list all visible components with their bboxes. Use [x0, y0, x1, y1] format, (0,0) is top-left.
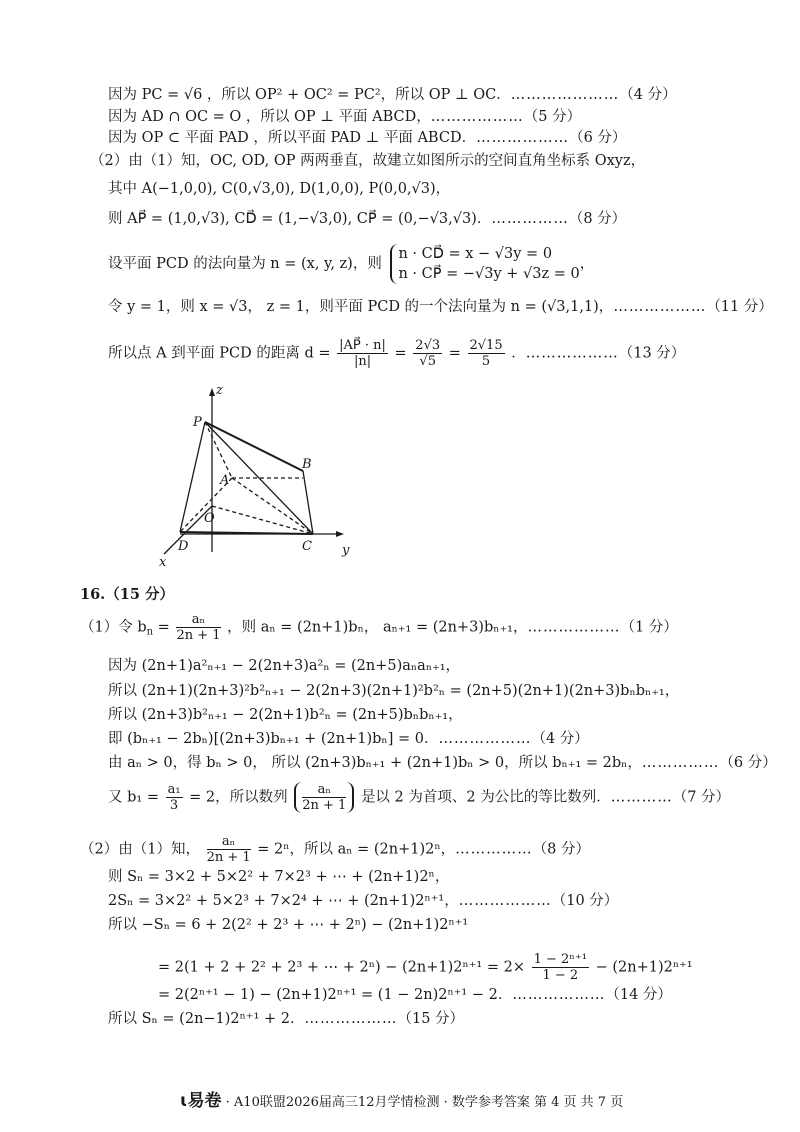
distance-fraction-2: $\frac{2√3}{√5}$	[415, 338, 441, 369]
line-substituted-relation: 所以 (2n+1)(2n+3)²b²ₙ₊₁ − 2(2n+3)(2n+1)²b²ₙ = (2n+5)(2n+1)(2n+3)bₙbₙ₊₁，	[108, 683, 680, 699]
line-2sn-sum: 2Sₙ = 3×2² + 5×2³ + 7×2⁴ + ⋯ + (2n+1)2ⁿ⁺¹，………………（10 分）	[108, 893, 619, 909]
geometric-sum-fraction: $\frac{\text{1 − 2ⁿ⁺¹}}{1 - 2}$	[533, 952, 588, 983]
line-sn-result: 所以 Sₙ = (2n−1)2ⁿ⁺¹ + 2．………………（15 分）	[108, 1011, 465, 1027]
line-simplify: = 2(2ⁿ⁺¹ − 1) − (2n+1)2ⁿ⁺¹ = (1 − 2n)2ⁿ⁺¹ − 2．………………（14 分）	[158, 987, 672, 1003]
label-c: C	[302, 539, 312, 554]
edge-ac	[232, 478, 313, 534]
line-simplified-relation: 所以 (2n+3)b²ₙ₊₁ − 2(2n+1)b²ₙ = (2n+5)bₙbₙ₊₁，	[108, 707, 463, 723]
line-neg-sn: 所以 −Sₙ = 6 + 2(2² + 2³ + ⋯ + 2ⁿ) − (2n+1)2ⁿ⁺¹	[108, 917, 469, 933]
line-point-coords: 其中 A(−1,0,0), C(0,√3,0), D(1,0,0), P(0,0,√3)，	[108, 181, 451, 197]
line-vectors: 则 AP⃗ = (1,0,√3), CD⃗ = (1,−√3,0), CP⃗ = (0,−√3,√3)．……………（8 分）	[108, 211, 627, 227]
line-distance: 所以点 A 到平面 PCD 的距离 d = $\frac{|AP⃗ \cdot n|}{|n|}$ = $\frac{2√3}{√5}$ = $\frac{2√15}{5}$ ．………………（13 分）	[108, 338, 686, 369]
line-coordinate-system: （2）由（1）知，OC, OD, OP 两两垂直，故建立如图所示的空间直角坐标系 Oxyz，	[90, 153, 646, 169]
page-footer	[180, 1086, 623, 1111]
b1-fraction: $\frac{\text{a₁}}{3}$	[167, 782, 181, 813]
line-normal-vector-system: 设平面 PCD 的法向量为 n = (x, y, z)，则 n · CD⃗ = x − √3y = 0 n · CP⃗ = −√3y + √3z = 0 ，	[108, 246, 595, 282]
line-sn-sum: 则 Sₙ = 3×2 + 5×2² + 7×2³ + ⋯ + (2n+1)2ⁿ，	[108, 869, 450, 885]
line-geometric-sum: = 2(1 + 2 + 2² + 2³ + ⋯ + 2ⁿ) − (2n+1)2ⁿ⁺¹ = 2× $\frac{\text{1 − 2ⁿ⁺¹}}{1 - 2}$ − (2n+1)2ⁿ⁺¹	[158, 952, 693, 983]
edge-pa	[205, 422, 232, 478]
question-16-heading: 16.（15 分）	[80, 586, 174, 603]
line-op-perp-plane: 因为 AD ∩ OC = O ，所以 OP ⊥ 平面 ABCD，………………（5 分）	[108, 109, 582, 125]
line-normal-vector: 令 y = 1，则 x = √3， z = 1，则平面 PCD 的一个法向量为 n = (√3,1,1)，………………（11 分）	[108, 299, 773, 315]
label-d: D	[178, 539, 189, 554]
label-b: B	[302, 457, 312, 472]
label-o: O	[204, 511, 215, 526]
b-def-fraction: $\frac{\text{aₙ}}{2n + 1}$	[176, 612, 221, 643]
line-op-perp-oc: 因为 PC = √6 ，所以 OP² + OC² = PC²，所以 OP ⊥ OC．…………………（4 分）	[108, 87, 677, 103]
footer-text: · A10联盟2026届高三12月学情检测 · 数学参考答案 第 4 页 共 7 页	[225, 1095, 624, 1110]
distance-fraction-3: $\frac{2√15}{5}$	[469, 338, 503, 369]
line-define-b: （1）令 $b_n$ = $\frac{\text{aₙ}}{2n + 1}$ ，则 aₙ = (2n+1)bₙ， aₙ₊₁ = (2n+3)bₙ₊₁，………………（1 分）	[80, 612, 678, 643]
label-x: x	[159, 555, 167, 570]
label-y: y	[342, 543, 350, 558]
label-a: A	[220, 473, 230, 488]
line-b-ratio: 由 aₙ > 0，得 bₙ > 0， 所以 (2n+3)bₙ₊₁ + (2n+1)bₙ > 0，所以 bₙ₊₁ = 2bₙ，……………（6 分）	[108, 755, 777, 771]
y-axis-arrow	[336, 531, 344, 537]
an-fraction: $\frac{\text{aₙ}}{2n + 1}$	[206, 834, 251, 865]
line-geometric-conclusion: 又 b₁ = $\frac{\text{a₁}}{3}$ = 2，所以数列 $\frac{\text{aₙ}}{2n + 1}$ 是以 2 为首项、2 为公比的等比数列．…………（7 分）	[108, 782, 731, 813]
equation-system: n · CD⃗ = x − √3y = 0 n · CP⃗ = −√3y + √3z = 0	[390, 244, 579, 284]
line-factored: 即 (bₙ₊₁ − 2bₙ)[(2n+3)bₙ₊₁ + (2n+1)bₙ] = 0．………………（4 分）	[108, 731, 589, 747]
edge-pb	[205, 422, 303, 471]
geometry-figure	[150, 382, 370, 572]
sequence-brace: $\frac{\text{aₙ}}{2n + 1}$	[294, 782, 354, 813]
distance-fraction-1: $\frac{|AP⃗ \cdot n|}{|n|}$	[339, 338, 386, 369]
label-z: z	[216, 383, 223, 398]
edge-pd	[180, 422, 205, 532]
line-given-relation: 因为 (2n+1)a²ₙ₊₁ − 2(2n+3)a²ₙ = (2n+5)aₙaₙ₊₁，	[108, 658, 461, 674]
z-axis-arrow	[209, 388, 215, 396]
line-plane-perp: 因为 OP ⊂ 平面 PAD ，所以平面 PAD ⊥ 平面 ABCD．………………（6 分）	[108, 130, 627, 146]
label-p: P	[193, 415, 202, 430]
edge-oc	[212, 506, 313, 534]
brand-logo: ꙇ易卷	[180, 1091, 222, 1111]
line-an-formula: （2）由（1）知， $\frac{\text{aₙ}}{2n + 1}$ = 2ⁿ，所以 aₙ = (2n+1)2ⁿ，……………（8 分）	[80, 834, 590, 865]
